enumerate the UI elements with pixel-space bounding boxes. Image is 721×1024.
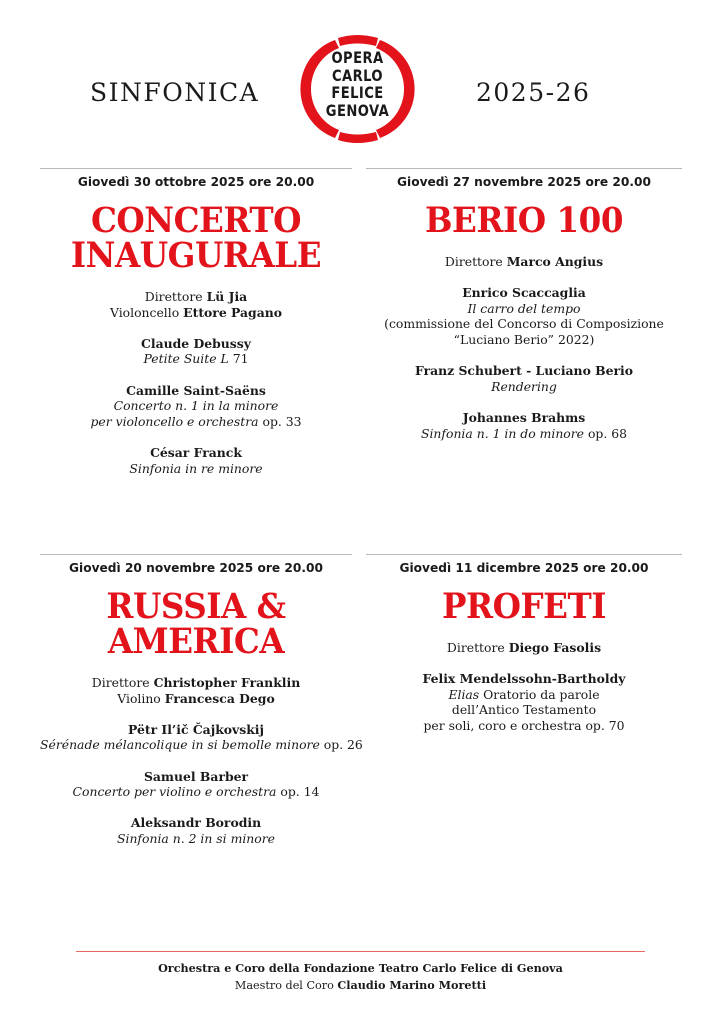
composer: Pëtr Il’ič Čajkovskij: [128, 721, 264, 737]
performer-name: Marco Angius: [506, 254, 604, 269]
composer: Johannes Brahms: [462, 409, 586, 425]
concert-card: [366, 555, 682, 749]
footer-divider: [76, 951, 645, 952]
logo-line: OPERA: [331, 48, 384, 67]
season-years: 2025-26: [476, 78, 591, 107]
work: Sérénade mélancolique in si bemolle minore: [40, 737, 320, 753]
logo-line: GENOVA: [325, 100, 390, 120]
performer-name: Ettore Pagano: [183, 304, 283, 320]
concert-card: [40, 555, 363, 862]
performers: [366, 254, 682, 270]
footer-role: Maestro del Coro: [234, 979, 334, 992]
concert-title: [366, 200, 682, 241]
program-item: [366, 671, 682, 733]
work-note: “Luciano Berio” 2022): [453, 331, 595, 347]
performer-name: Diego Fasolis: [508, 640, 602, 655]
title-line: INAUGURALE: [70, 235, 322, 276]
title-line: BERIO 100: [424, 200, 624, 241]
program-item: [366, 285, 682, 347]
work-suffix: op. 33: [262, 413, 302, 429]
composer: Enrico Scaccaglia: [462, 285, 586, 301]
footer-chorus-master: Claudio Marino Moretti: [337, 978, 487, 992]
program-item: [40, 815, 352, 846]
program-item: [40, 769, 352, 800]
role: Violoncello: [109, 304, 180, 320]
composer: Franz Schubert - Luciano Berio: [414, 363, 634, 379]
work: Rendering: [491, 378, 557, 394]
work-note: dell’Antico Testamento: [451, 702, 597, 718]
work: Sinfonia in re minore: [129, 460, 263, 476]
concert-title: [40, 200, 352, 276]
title-line: RUSSIA &: [106, 586, 286, 627]
program-item: [40, 445, 352, 476]
concert-card: [366, 169, 682, 457]
program-item: [366, 410, 682, 441]
program-item: [366, 363, 682, 394]
performers: [40, 289, 352, 320]
role: Violino: [117, 690, 161, 706]
season-label: SINFONICA: [90, 78, 260, 107]
work-suffix: op. 14: [280, 784, 320, 800]
work: Petite Suite L: [143, 351, 229, 367]
title-line: AMERICA: [107, 621, 285, 662]
composer: Aleksandr Borodin: [130, 815, 262, 831]
work-suffix: Oratorio da parole: [483, 686, 600, 702]
program-item: [40, 383, 352, 430]
work-suffix: op. 26: [323, 737, 363, 753]
title-line: CONCERTO: [90, 200, 302, 241]
work: Sinfonia n. 2 in si minore: [117, 830, 275, 846]
title-line: PROFETI: [442, 586, 606, 627]
performers: [40, 675, 352, 706]
logo-line: CARLO: [332, 65, 383, 85]
logo-line: FELICE: [331, 83, 384, 102]
footer-ensemble: Orchestra e Coro della Fondazione Teatro Carlo Felice di Genova: [158, 961, 563, 975]
work: Il carro del tempo: [467, 300, 581, 316]
concert-date: Giovedì 30 ottobre 2025 ore 20.00: [77, 175, 315, 189]
opera-carlo-felice-logo: [290, 34, 425, 144]
work: Elias: [448, 686, 480, 702]
work: Sinfonia n. 1 in do minore: [420, 425, 585, 441]
role: Direttore: [444, 254, 503, 269]
role: Direttore: [144, 289, 203, 304]
role: Direttore: [446, 640, 505, 655]
composer: Felix Mendelssohn-Bartholdy: [422, 671, 626, 687]
concert-title: [366, 586, 682, 627]
concert-title: [40, 586, 352, 662]
work-note: per soli, coro e orchestra op. 70: [423, 717, 625, 733]
performer-name: Francesca Dego: [164, 690, 275, 706]
work-suffix: op. 68: [587, 425, 628, 441]
performer-name: Lü Jia: [206, 289, 248, 304]
composer: César Franck: [150, 444, 242, 460]
work: Concerto n. 1 in la minore: [113, 398, 279, 414]
composer: Claude Debussy: [141, 335, 251, 351]
concert-date: Giovedì 27 novembre 2025 ore 20.00: [397, 175, 651, 189]
work: per violoncello e orchestra: [90, 413, 259, 429]
composer: Camille Saint-Saëns: [126, 382, 266, 398]
concert-card: [40, 169, 352, 492]
work-suffix: 71: [232, 351, 249, 367]
performers: [366, 640, 682, 656]
work: Concerto per violino e orchestra: [72, 784, 277, 800]
program-item: [40, 721, 363, 753]
concert-date: Giovedì 11 dicembre 2025 ore 20.00: [399, 561, 649, 575]
footer: [76, 960, 645, 994]
concert-date: Giovedì 20 novembre 2025 ore 20.00: [69, 561, 323, 575]
role: Direttore: [91, 675, 150, 690]
performer-name: Christopher Franklin: [153, 675, 301, 690]
program-item: [40, 336, 352, 367]
work-note: (commissione del Concorso di Composizione: [384, 316, 664, 332]
composer: Samuel Barber: [143, 768, 249, 784]
